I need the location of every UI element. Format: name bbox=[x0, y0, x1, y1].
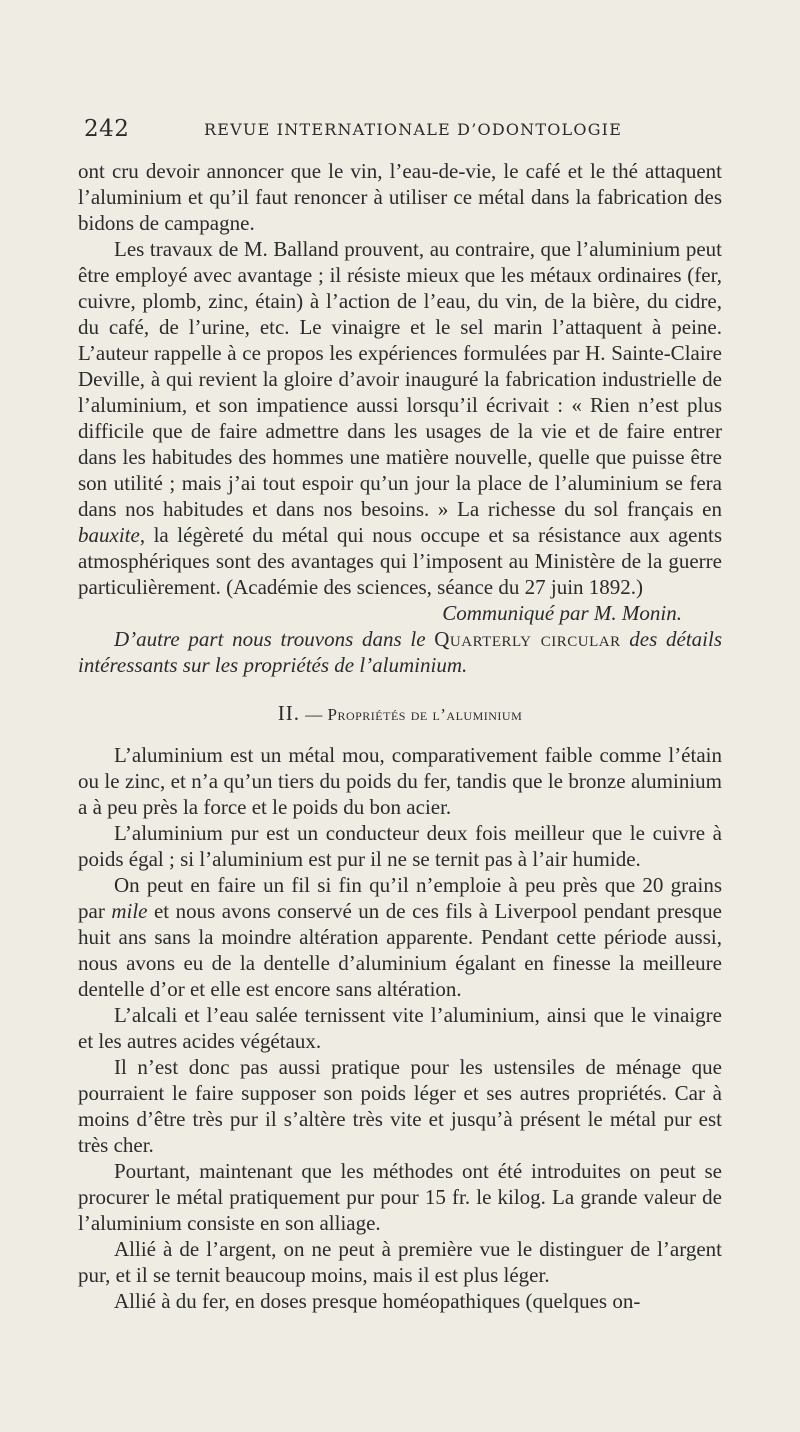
paragraph: L’alcali et l’eau salée ternissent vite l’aluminium, ainsi que le vinaigre et les autres acides végétaux. bbox=[78, 1003, 722, 1053]
paragraph-text: , la légèreté du métal qui nous occupe et sa résistance aux agents atmosphériques sont des avantages qui l’imposent au Ministère de la guerre particulièrement. (Académie des sciences, séance du 27 juin 1892.) bbox=[78, 523, 722, 599]
section-title: — Propriétés de l’aluminium bbox=[305, 705, 523, 724]
paragraph: Allié à de l’argent, on ne peut à première vue le distinguer de l’argent pur, et il se ternit beaucoup moins, mais il est plus léger. bbox=[78, 1237, 722, 1287]
page-number: 242 bbox=[84, 116, 130, 142]
running-head: REVUE INTERNATIONALE D’ODONTOLOGIE bbox=[204, 120, 623, 139]
section-heading bbox=[78, 700, 722, 728]
paragraph: Il n’est donc pas aussi pratique pour les ustensiles de ménage que pourraient le faire supposer son poids léger et ses autres propriétés. Car à moins d’être très pur il s’altère très vite et jusqu’à présent le métal pur est très cher. bbox=[78, 1055, 722, 1157]
paragraph: Allié à du fer, en doses presque homéopathiques (quelques on- bbox=[114, 1289, 641, 1313]
paragraph-text: et nous avons conservé un de ces fils à Liverpool pendant presque huit ans sans la moindre altération apparente. Pendant cette période aussi, nous avons eu de la dentelle d’aluminium égalant en finesse la meilleure dentelle d’or et elle est encore sans altération. bbox=[78, 899, 723, 1001]
italic-term: bauxite bbox=[78, 523, 140, 547]
paragraph-text: On peut en faire un fil si fin qu’il n’emploie à peu près que 20 grains par bbox=[78, 873, 722, 923]
paragraph: ont cru devoir annoncer que le vin, l’eau-de-vie, le café et le thé attaquent l’aluminium et qu’il faut renoncer à utiliser ce métal dans la fabrication des bidons de campagne. bbox=[78, 159, 722, 235]
section-number: II. bbox=[277, 701, 300, 725]
intro-paragraph bbox=[78, 626, 722, 678]
paragraph: L’aluminium pur est un conducteur deux fois meilleur que le cuivre à poids égal ; si l’aluminium est pur il ne se ternit pas à l’air humide. bbox=[78, 821, 722, 871]
paragraph: Pourtant, maintenant que les méthodes ont été introduites on peut se procurer le métal pratiquement pur pour 15 fr. le kilog. La grande valeur de l’aluminium consiste en son alliage. bbox=[78, 1159, 722, 1235]
paragraph: L’aluminium est un métal mou, comparativement faible comme l’étain ou le zinc, et n’a qu’un tiers du poids du fer, tandis que le bronze aluminium a à peu près la force et le poids du bon acier. bbox=[78, 743, 722, 819]
paragraph bbox=[78, 236, 722, 600]
intro-text: des détails intéressants sur les propriétés de l’aluminium. bbox=[78, 627, 723, 677]
italic-term: mile bbox=[111, 899, 148, 923]
intro-text: D’autre part nous trouvons dans le bbox=[114, 627, 426, 651]
journal-name: Quarterly circular bbox=[434, 627, 621, 651]
paragraph bbox=[78, 872, 722, 1002]
paragraph-text: Les travaux de M. Balland prouvent, au contraire, que l’aluminium peut être employé avec avantage ; il résiste mieux que les métaux ordinaires (fer, cuivre, plomb, zinc, étain) à l’action de l’eau, du vin, de la bière, du cidre, du café, de l’urine, etc. Le vinaigre et le sel marin l’attaquent à peine. L’auteur rappelle à ce propos les expériences formulées par H. Sainte-Claire Deville, à qui revient la gloire d’avoir inauguré la fabrication industrielle de l’aluminium, et son impatience aussi lorsqu’il écrivait : « Rien n’est plus difficile que de faire admettre dans les usages de la vie et de faire entrer dans les habitudes des hommes une matière nouvelle, quelle que puisse être son utilité ; mais j’ai tout espoir qu’un jour la place de l’aluminium se fera dans nos habitudes et dans nos besoins. » La richesse du sol français en bbox=[78, 237, 722, 521]
signature: Communiqué par M. Monin. bbox=[442, 601, 682, 625]
article-body bbox=[78, 158, 722, 1314]
page-header bbox=[84, 116, 724, 146]
